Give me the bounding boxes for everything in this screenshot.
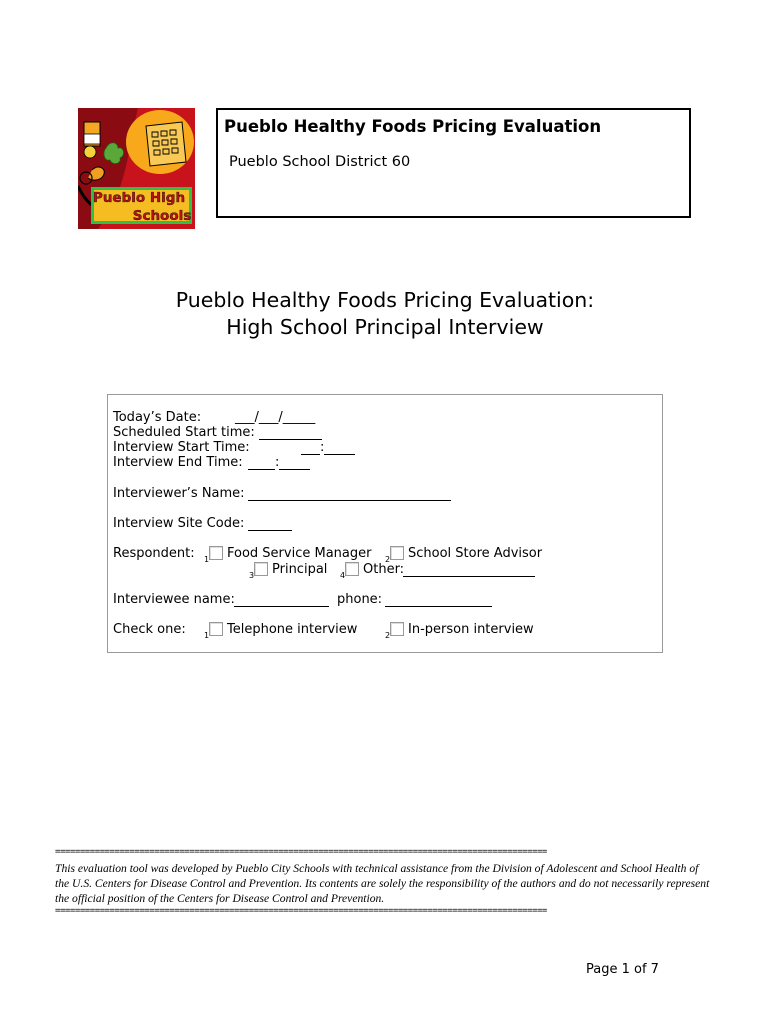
respondent-label: Respondent: bbox=[113, 546, 195, 561]
page-number: Page 1 of 7 bbox=[586, 962, 659, 977]
interviewee-name-field[interactable] bbox=[234, 606, 329, 607]
interview-end-separator: : bbox=[275, 455, 280, 470]
interview-start-separator: : bbox=[320, 440, 325, 455]
in-person-interview-checkbox[interactable] bbox=[390, 622, 404, 636]
respondent-food-service-manager-label: Food Service Manager bbox=[227, 546, 372, 561]
telephone-interview-checkbox[interactable] bbox=[209, 622, 223, 636]
header-title: Pueblo Healthy Foods Pricing Evaluation bbox=[224, 117, 602, 136]
logo-text-line2: Schools bbox=[132, 208, 192, 224]
check-one-label: Check one: bbox=[113, 622, 186, 637]
footer-separator-bottom: =================================================================================================== bbox=[55, 906, 547, 916]
todays-date-label: Today’s Date: bbox=[113, 410, 202, 425]
interviewer-name-field[interactable] bbox=[248, 500, 451, 501]
header-subtitle: Pueblo School District 60 bbox=[229, 154, 411, 170]
respondent-food-service-manager-checkbox[interactable] bbox=[209, 546, 223, 560]
telephone-interview-label: Telephone interview bbox=[227, 622, 358, 637]
interview-type-1-number: 1 bbox=[204, 631, 210, 640]
document-title-line1: Pueblo Healthy Foods Pricing Evaluation: bbox=[175, 288, 595, 312]
respondent-option-4-number: 4 bbox=[340, 571, 346, 580]
respondent-other-checkbox[interactable] bbox=[345, 562, 359, 576]
interview-start-minutes-field[interactable] bbox=[324, 454, 355, 455]
interviewer-name-label: Interviewer’s Name: bbox=[113, 486, 245, 501]
header-box bbox=[216, 108, 691, 218]
footer-separator-top: =================================================================================================== bbox=[55, 847, 547, 857]
respondent-principal-label: Principal bbox=[272, 562, 328, 577]
document-title-line2: High School Principal Interview bbox=[226, 315, 544, 339]
interview-type-2-number: 2 bbox=[385, 631, 391, 640]
site-code-label: Interview Site Code: bbox=[113, 516, 245, 531]
respondent-option-2-number: 2 bbox=[385, 555, 391, 564]
respondent-other-label: Other: bbox=[363, 562, 405, 577]
interview-end-hours-field[interactable] bbox=[248, 469, 275, 470]
scheduled-start-field[interactable] bbox=[259, 439, 322, 440]
respondent-option-3-number: 3 bbox=[249, 571, 255, 580]
phone-label: phone: bbox=[337, 592, 383, 607]
interview-start-label: Interview Start Time: bbox=[113, 440, 250, 455]
interviewee-name-label: Interviewee name: bbox=[113, 592, 235, 607]
respondent-other-field[interactable] bbox=[403, 576, 535, 577]
respondent-option-1-number: 1 bbox=[204, 555, 210, 564]
respondent-principal-checkbox[interactable] bbox=[254, 562, 268, 576]
footer-disclaimer: This evaluation tool was developed by Pueblo City Schools with technical assistance from the Division of Adolescent and School Health of the U.S. Centers for Disease Control and Prevention. Its contents are solely the responsibility of the authors and do not necessarily represent the official position of the Centers for Disease Control and Prevention. bbox=[55, 862, 710, 905]
scheduled-start-label: Scheduled Start time: bbox=[113, 425, 255, 440]
in-person-interview-label: In-person interview bbox=[408, 622, 534, 637]
logo-text-line1: Pueblo High bbox=[92, 190, 186, 206]
respondent-school-store-advisor-label: School Store Advisor bbox=[408, 546, 543, 561]
todays-date-field[interactable]: ___/___/_____ bbox=[235, 410, 316, 425]
pueblo-high-schools-logo bbox=[78, 108, 195, 229]
interview-end-minutes-field[interactable] bbox=[279, 469, 310, 470]
phone-field[interactable] bbox=[385, 606, 492, 607]
site-code-field[interactable] bbox=[248, 530, 292, 531]
interview-form bbox=[107, 394, 663, 653]
interview-start-hours-field[interactable] bbox=[301, 454, 320, 455]
interview-end-label: Interview End Time: bbox=[113, 455, 243, 470]
respondent-school-store-advisor-checkbox[interactable] bbox=[390, 546, 404, 560]
